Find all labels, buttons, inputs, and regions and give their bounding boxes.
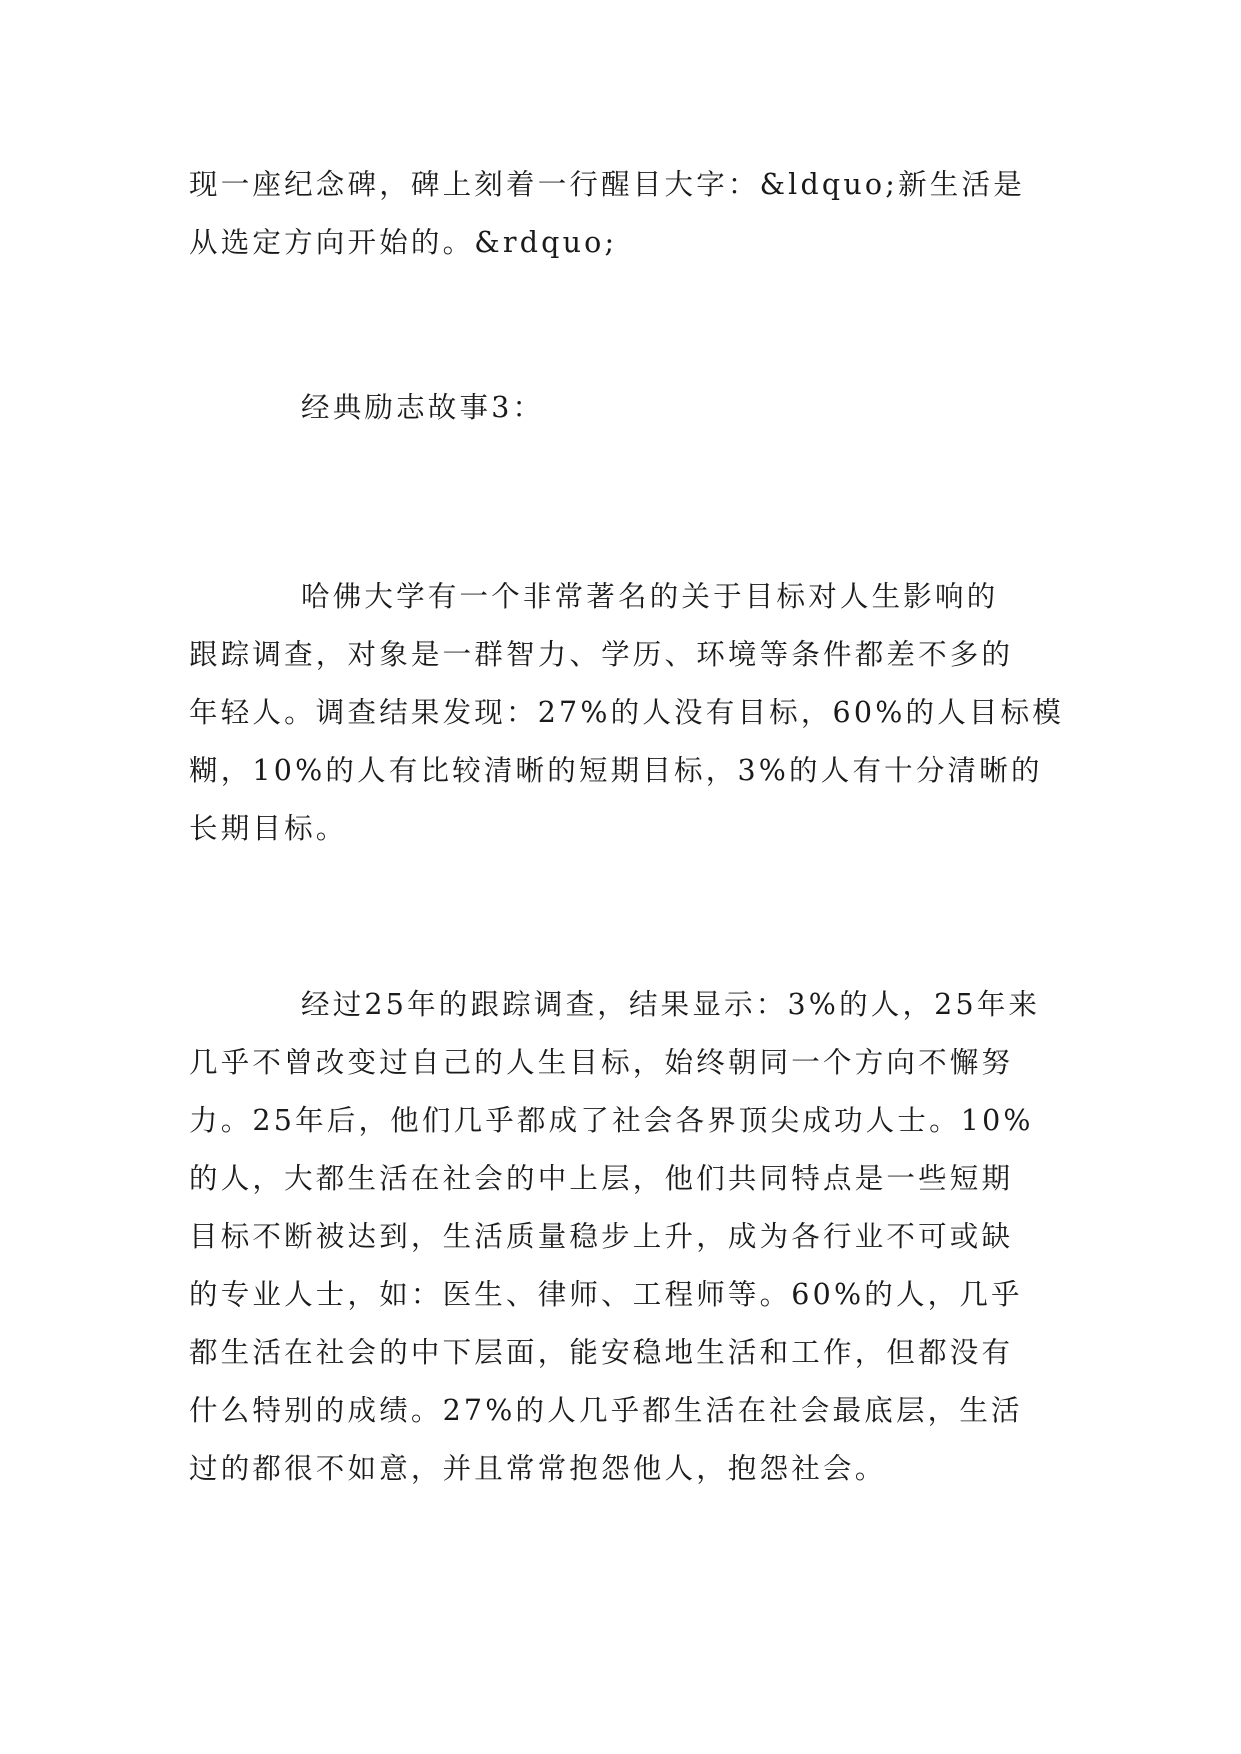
paragraph-line: 力。25年后，他们几乎都成了社会各界顶尖成功人士。10% xyxy=(189,1104,1034,1137)
paragraph-line: 跟踪调查，对象是一群智力、学历、环境等条件都差不多的 xyxy=(189,638,1014,671)
paragraph-line: 长期目标。 xyxy=(189,812,348,845)
paragraph-line: 几乎不曾改变过自己的人生目标，始终朝同一个方向不懈努 xyxy=(189,1046,1014,1079)
paragraph-line: 过的都很不如意，并且常常抱怨他人，抱怨社会。 xyxy=(189,1452,887,1485)
paragraph-line: 的人，大都生活在社会的中上层，他们共同特点是一些短期 xyxy=(189,1162,1014,1195)
paragraph-line: 都生活在社会的中下层面，能安稳地生活和工作，但都没有 xyxy=(189,1336,1014,1369)
paragraph-line: 现一座纪念碑，碑上刻着一行醒目大字：&ldquo;新生活是 xyxy=(189,168,1025,201)
paragraph-line: 哈佛大学有一个非常著名的关于目标对人生影响的 xyxy=(301,580,999,613)
section-heading: 经典励志故事3： xyxy=(301,391,545,424)
paragraph-line: 的专业人士，如：医生、律师、工程师等。60%的人，几乎 xyxy=(189,1278,1023,1311)
paragraph-line: 目标不断被达到，生活质量稳步上升，成为各行业不可或缺 xyxy=(189,1220,1014,1253)
paragraph-line: 经过25年的跟踪调查，结果显示：3%的人，25年来 xyxy=(301,988,1041,1021)
paragraph-line: 糊，10%的人有比较清晰的短期目标，3%的人有十分清晰的 xyxy=(189,754,1043,787)
paragraph-line: 什么特别的成绩。27%的人几乎都生活在社会最底层，生活 xyxy=(189,1394,1023,1427)
paragraph-line: 从选定方向开始的。&rdquo; xyxy=(189,226,618,259)
paragraph-line: 年轻人。调查结果发现：27%的人没有目标，60%的人目标模 xyxy=(189,696,1064,729)
